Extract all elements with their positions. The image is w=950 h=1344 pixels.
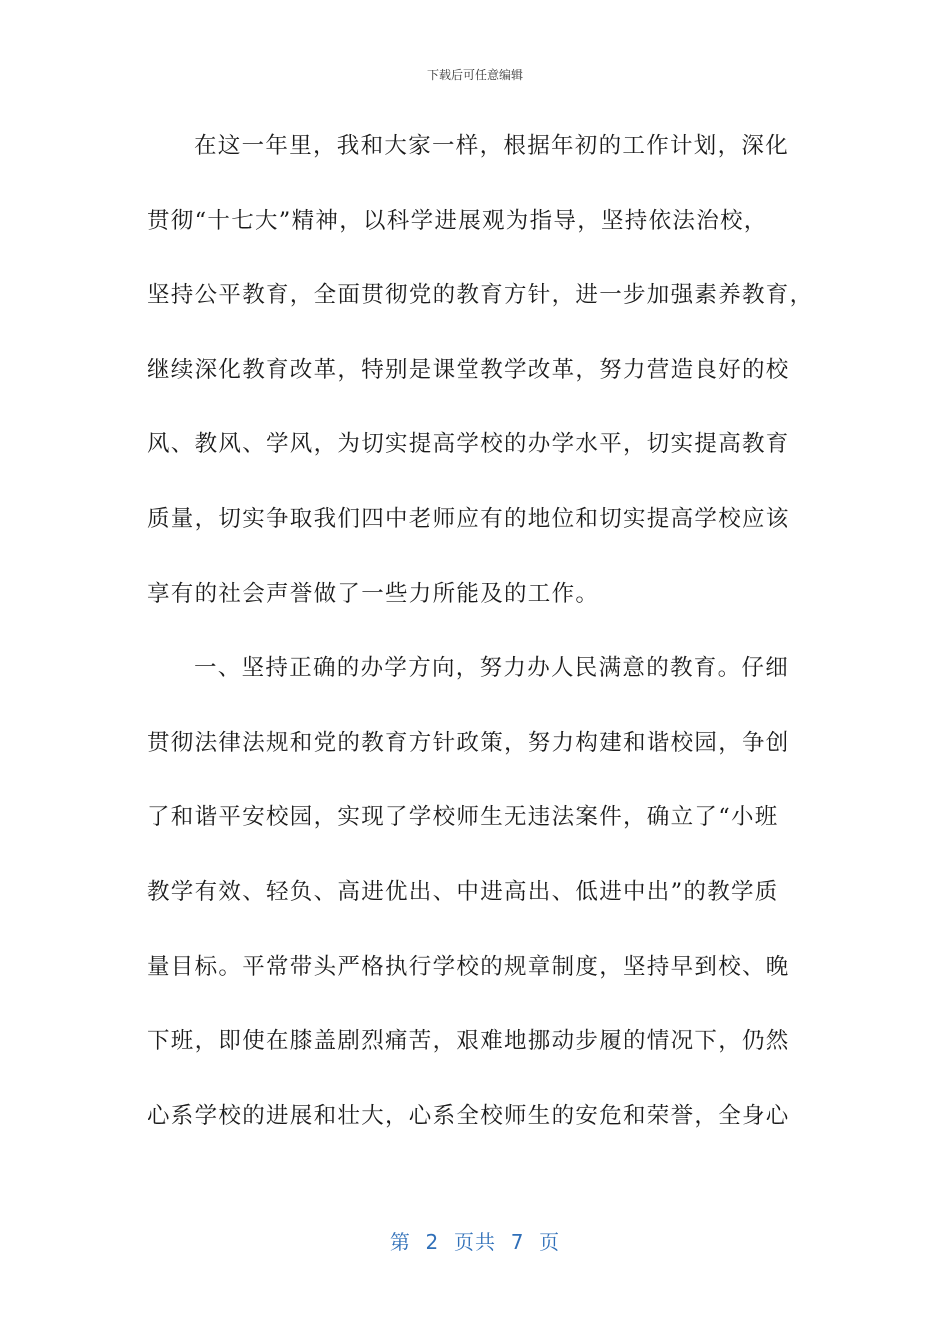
paragraph-line: 继续深化教育改革，特别是课堂教学改革，努力营造良好的校 — [147, 356, 790, 383]
paragraph-line: 贯彻“十七大”精神，以科学进展观为指导，坚持依法治校， — [147, 207, 768, 234]
paragraph-line: 在这一年里，我和大家一样，根据年初的工作计划，深化 — [194, 133, 790, 159]
paragraph-line: 享有的社会声誉做了一些力所能及的工作。 — [147, 580, 600, 607]
paragraph-line: 教学有效、轻负、高进优出、中进高出、低进中出”的教学质 — [147, 878, 779, 905]
document-body — [147, 124, 814, 1168]
paragraph-line: 贯彻法律法规和党的教育方针政策，努力构建和谐校园，争创 — [147, 729, 790, 756]
paragraph-line: 下班，即使在膝盖剧烈痛苦，艰难地挪动步履的情况下，仍然 — [147, 1028, 790, 1055]
page-number-footer: 第 2 页共 7 页 — [389, 1230, 561, 1254]
paragraph-line: 量目标。平常带头严格执行学校的规章制度，坚持早到校、晚 — [147, 953, 790, 980]
paragraph-line: 质量，切实争取我们四中老师应有的地位和切实提高学校应该 — [147, 505, 790, 532]
paragraph-line: 风、教风、学风，为切实提高学校的办学水平，切实提高教育 — [147, 431, 790, 458]
paragraph-line: 坚持公平教育，全面贯彻党的教育方针，进一步加强素养教育， — [147, 282, 814, 309]
page-header: 下载后可任意编辑 — [426, 68, 523, 82]
paragraph-line: 了和谐平安校园，实现了学校师生无违法案件，确立了“小班 — [147, 804, 779, 831]
paragraph-line: 一、坚持正确的办学方向，努力办人民满意的教育。仔细 — [194, 655, 790, 682]
paragraph-line: 心系学校的进展和壮大，心系全校师生的安危和荣誉，全身心 — [147, 1102, 790, 1129]
